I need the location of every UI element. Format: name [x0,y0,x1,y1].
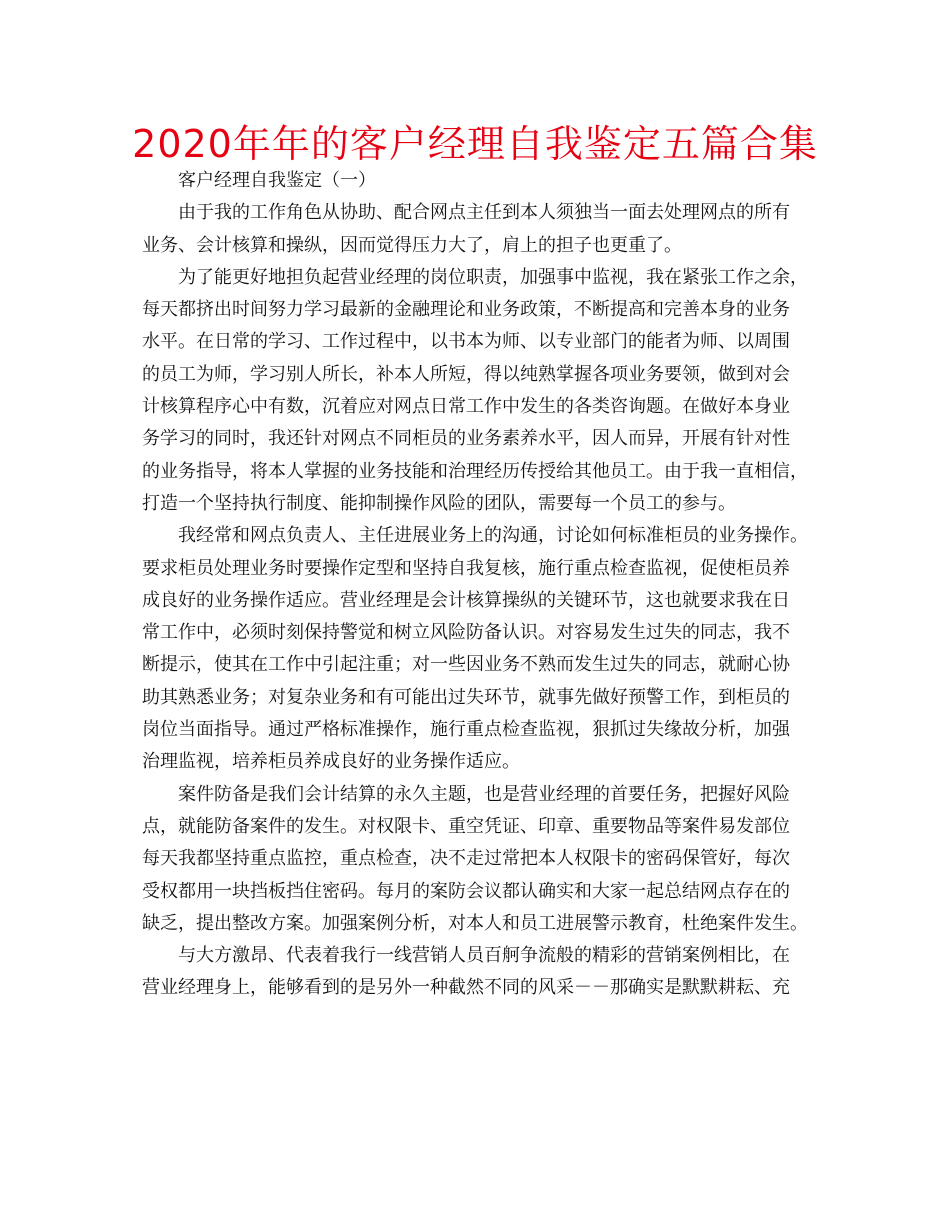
paragraph-line: 业务、会计核算和操纵，因而觉得压力大了，肩上的担子也更重了。 [142,234,682,256]
paragraph-line: 成良好的业务操作适应。营业经理是会计核算操纵的关键环节，这也就要求我在日 [142,589,790,611]
paragraph-line: 为了能更好地担负起营业经理的岗位职责，加强事中监视，我在紧张工作之余， [178,266,808,288]
paragraph-line: 每天都挤出时间努力学习最新的金融理论和业务政策，不断提高和完善本身的业务 [142,299,790,321]
paragraph-line: 要求柜员处理业务时要操作定型和坚持自我复核，施行重点检查监视，促使柜员养 [142,557,790,579]
paragraph-line: 断提示，使其在工作中引起注重；对一些因业务不熟而发生过失的同志，就耐心协 [142,654,790,676]
paragraph-line: 受权都用一块挡板挡住密码。每月的案防会议都认确实和大家一起总结网点存在的 [142,880,790,902]
paragraph-line: 由于我的工作角色从协助、配合网点主任到本人须独当一面去处理网点的所有 [178,202,790,224]
paragraph-line: 务学习的同时，我还针对网点不同柜员的业务素养水平，因人而异，开展有针对性 [142,428,790,450]
section-heading: 客户经理自我鉴定（一） [178,170,376,191]
paragraph-line: 计核算程序心中有数，沉着应对网点日常工作中发生的各类咨询题。在做好本身业 [142,396,790,418]
paragraph-line: 与大方激昂、代表着我行一线营销人员百舸争流般的精彩的营销案例相比，在 [178,945,790,967]
paragraph-line: 营业经理身上，能够看到的是另外一种截然不同的风采－－那确实是默默耕耘、充 [142,977,790,999]
paragraph-line: 每天我都坚持重点监控，重点检查，决不走过常把本人权限卡的密码保管好，每次 [142,848,790,870]
paragraph-line: 案件防备是我们会计结算的永久主题，也是营业经理的首要任务，把握好风险 [178,783,790,805]
document-body [142,165,832,1005]
paragraph-line: 治理监视，培养柜员养成良好的业务操作适应。 [142,751,520,773]
paragraph-line: 的业务指导，将本人掌握的业务技能和治理经历传授给其他员工。由于我一直相信， [142,460,808,482]
paragraph-line: 我经常和网点负责人、主任进展业务上的沟通，讨论如何标准柜员的业务操作。 [178,525,808,547]
paragraph-line: 水平。在日常的学习、工作过程中，以书本为师、以专业部门的能者为师、以周围 [142,331,790,353]
paragraph-line: 的员工为师，学习别人所长，补本人所短，得以纯熟掌握各项业务要领，做到对会 [142,363,790,385]
paragraph-line: 打造一个坚持执行制度、能抑制操作风险的团队，需要每一个员工的参与。 [142,492,736,514]
document-title: 2020年年的客户经理自我鉴定五篇合集 [132,122,818,166]
paragraph-line: 助其熟悉业务；对复杂业务和有可能出过失环节，就事先做好预警工作，到柜员的 [142,686,790,708]
paragraph-line: 点，就能防备案件的发生。对权限卡、重空凭证、印章、重要物品等案件易发部位 [142,815,790,837]
paragraph-line: 缺乏，提出整改方案。加强案例分析，对本人和员工进展警示教育，杜绝案件发生。 [142,912,808,934]
paragraph-line: 常工作中，必须时刻保持警觉和树立风险防备认识。对容易发生过失的同志，我不 [142,622,790,644]
paragraph-line: 岗位当面指导。通过严格标准操作，施行重点检查监视，狠抓过失缘故分析，加强 [142,719,790,741]
